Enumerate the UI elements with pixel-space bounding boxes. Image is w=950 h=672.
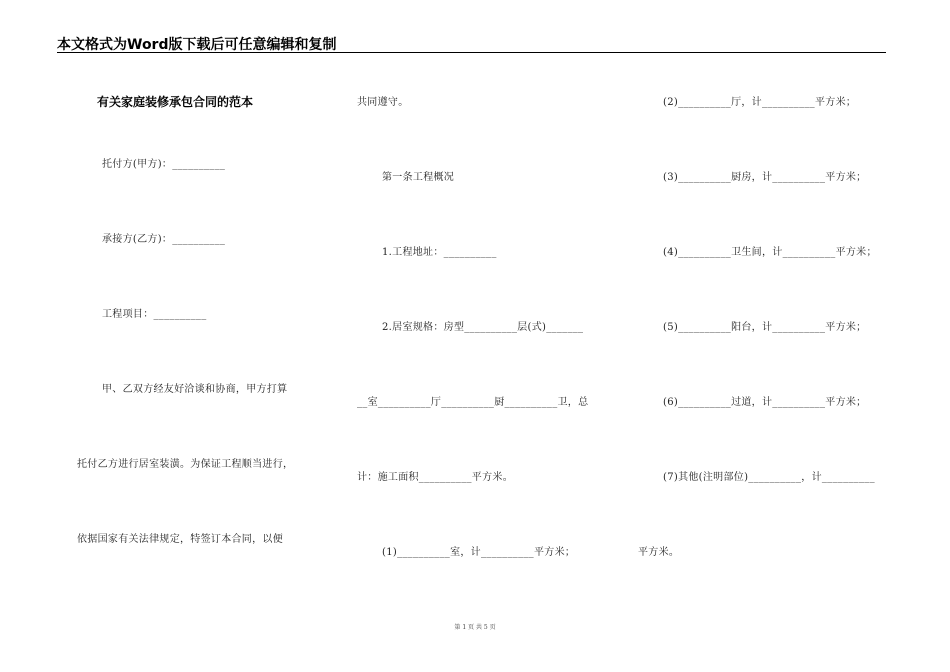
- area-item-line: (6)__________过道，计__________平方米；: [663, 397, 867, 408]
- page-number: 第 1 页 共 5 页: [454, 624, 496, 631]
- document-title: 有关家庭装修承包合同的范本: [97, 95, 254, 109]
- body-text-line: 依据国家有关法律规定，特签订本合同，以便: [77, 534, 283, 545]
- client-party-line: 托付方(甲方)：__________: [102, 159, 226, 170]
- area-item-line: (3)__________厨房，计__________平方米；: [663, 172, 867, 183]
- area-item-line: (1)__________室，计__________平方米；: [382, 547, 576, 558]
- room-spec-line: 2.居室规格：房型__________层(式)_______: [382, 322, 584, 333]
- area-item-line: (2)__________厅，计__________平方米；: [663, 97, 857, 108]
- body-text-line: 托付乙方进行居室装潢。为保证工程顺当进行，: [77, 459, 294, 470]
- contractor-party-line: 承接方(乙方)：__________: [102, 234, 226, 245]
- page-header: 本文格式为Word版下载后可任意编辑和复制: [57, 37, 337, 53]
- area-item-line: (5)__________阳台，计__________平方米；: [663, 322, 867, 333]
- body-text-line: 甲、乙双方经友好洽谈和协商，甲方打算: [102, 384, 288, 395]
- area-item-line: 平方米。: [638, 547, 680, 558]
- room-spec-line: __室__________厅__________厨__________卫，总: [357, 397, 589, 408]
- area-item-line: (7)其他(注明部位)__________，计__________: [663, 472, 875, 483]
- project-name-line: 工程项目：__________: [102, 309, 207, 320]
- project-address-line: 1.工程地址：__________: [382, 247, 497, 258]
- area-line: 计：施工面积__________平方米。: [357, 472, 513, 483]
- area-item-line: (4)__________卫生间，计__________平方米；: [663, 247, 877, 258]
- body-text-line: 共同遵守。: [357, 97, 409, 108]
- header-divider: [57, 52, 886, 53]
- section-heading: 第一条工程概况: [382, 172, 455, 183]
